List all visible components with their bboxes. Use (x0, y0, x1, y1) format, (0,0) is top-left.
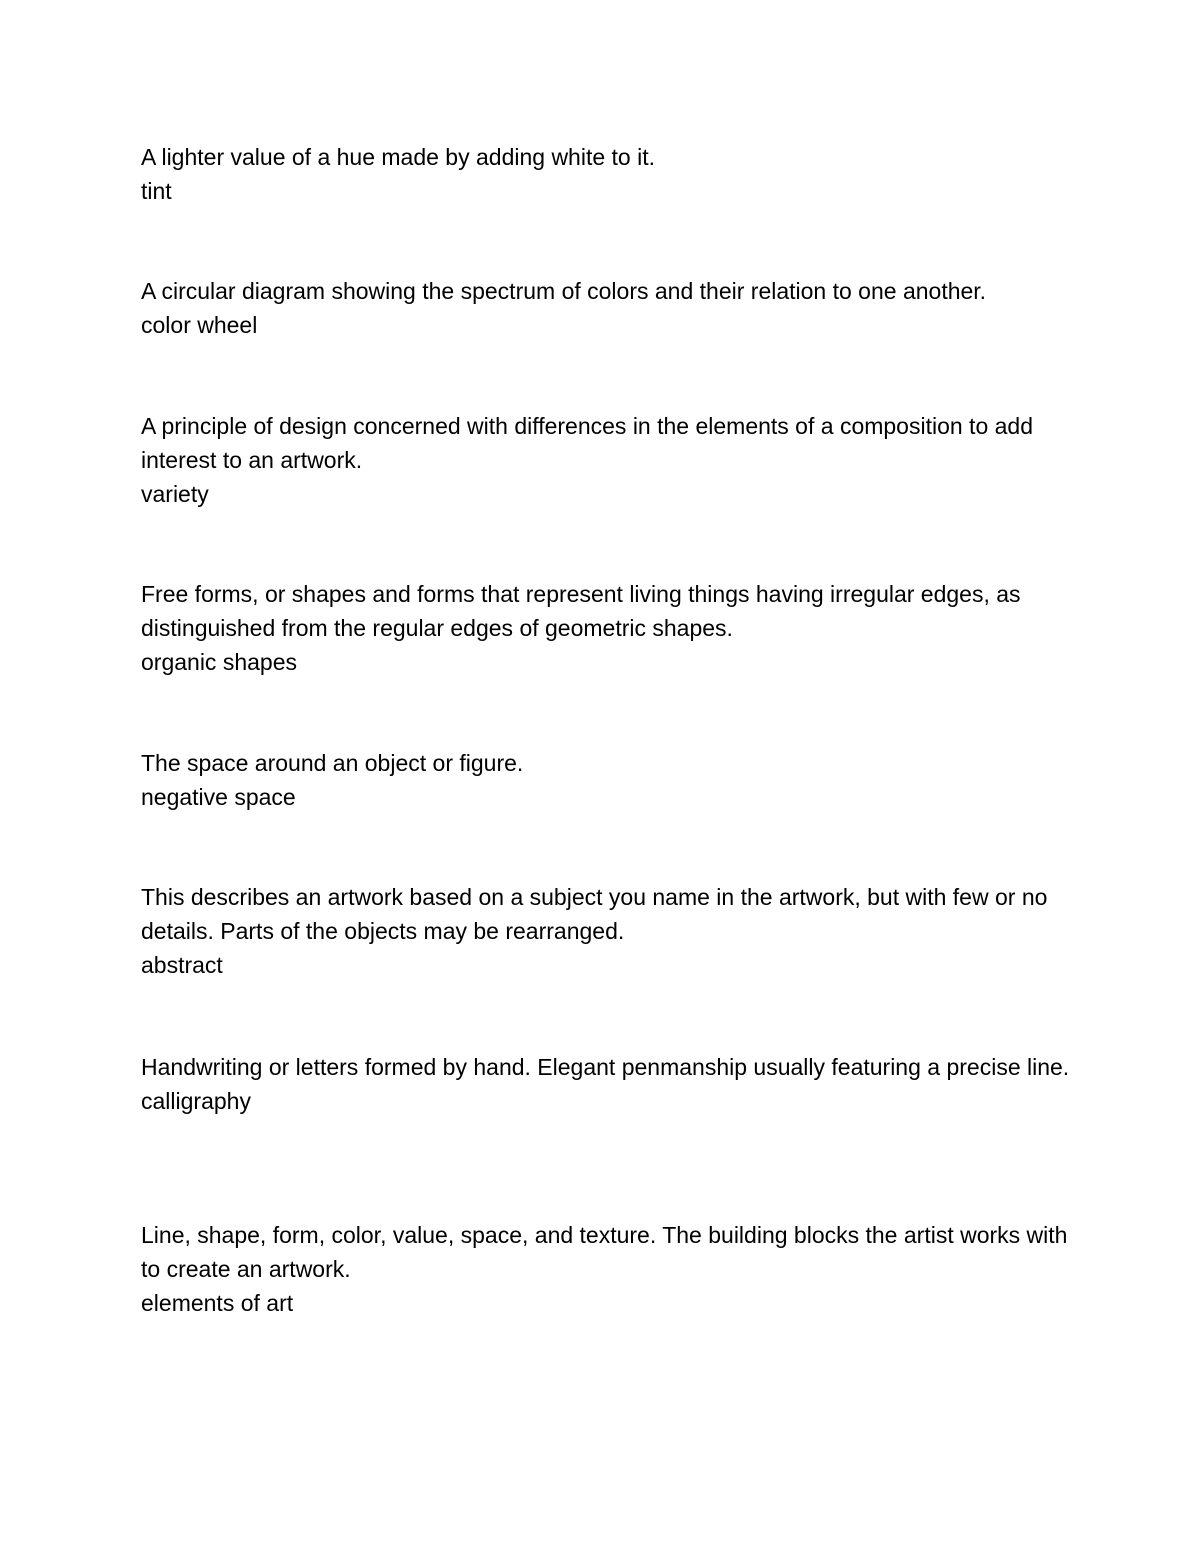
definition-text: This describes an artwork based on a subject you name in the artwork, but with few or no details. Parts of the objects may be rearranged. (141, 884, 1048, 944)
definition-text: A circular diagram showing the spectrum of colors and their relation to one another. (141, 278, 987, 304)
flashcard-entry (141, 409, 1081, 511)
flashcard-entry (141, 274, 1081, 342)
definition-text: A principle of design concerned with differences in the elements of a composition to add interest to an artwork. (141, 413, 1034, 473)
definition-text: Line, shape, form, color, value, space, and texture. The building blocks the artist works with to create an artwork. (141, 1222, 1068, 1282)
term-text: calligraphy (141, 1088, 251, 1114)
flashcard-entry (141, 1050, 1081, 1118)
definition-text: Free forms, or shapes and forms that represent living things having irregular edges, as distinguished from the regular edges of geometric shapes. (141, 581, 1021, 641)
flashcard-entry (141, 746, 1081, 814)
flashcard-entry (141, 880, 1081, 982)
definition-text: Handwriting or letters formed by hand. Elegant penmanship usually featuring a precise line. (141, 1054, 1070, 1080)
term-text: color wheel (141, 312, 258, 338)
term-text: abstract (141, 952, 223, 978)
flashcard-entry (141, 577, 1081, 679)
term-text: variety (141, 481, 209, 507)
definition-text: The space around an object or figure. (141, 750, 524, 776)
term-text: tint (141, 178, 172, 204)
term-text: elements of art (141, 1290, 294, 1316)
term-text: organic shapes (141, 649, 297, 675)
flashcard-entry (141, 140, 1081, 208)
term-text: negative space (141, 784, 296, 810)
flashcard-entry (141, 1218, 1081, 1320)
definition-text: A lighter value of a hue made by adding white to it. (141, 144, 655, 170)
